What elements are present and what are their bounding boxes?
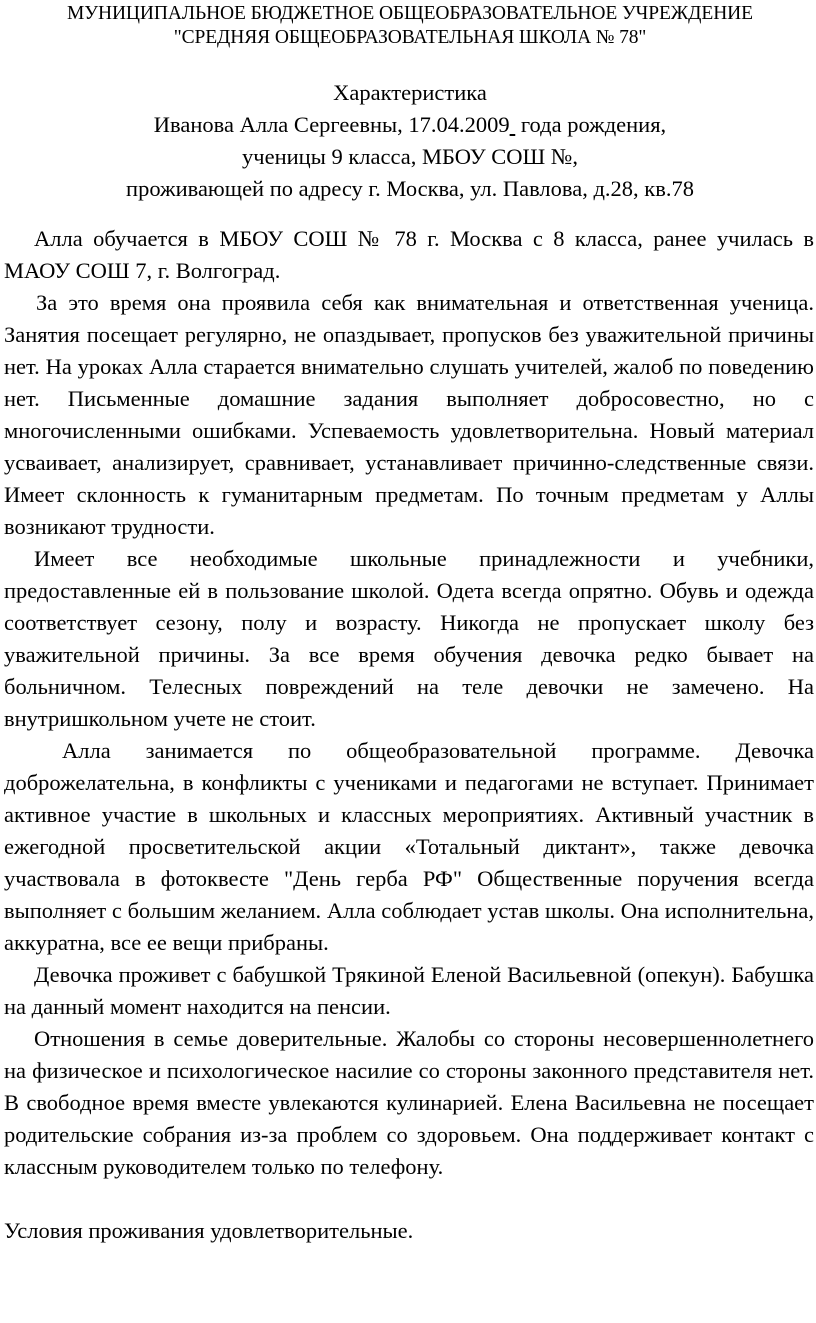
student-name-date: Иванова Алла Сергеевны, 17.04.2009 — [153, 112, 510, 137]
paragraph-2: За это время она проявила себя как внимательная и ответственная ученица. Занятия посещает регулярно, не опаздывает, пропусков без уважительной причины нет. На уроках Алла старается внимательно слушать учителей, жалоб по поведению нет. Письменные домашние задания выполняет добросовестно, но с многочисленными ошибками. Успеваемость удовлетворительна. Новый материал усваивает, анализирует, сравнивает, устанавливает причинно-следственные связи. Имеет склонность к гуманитарным предметам. По точным предметам у Аллы возникают трудности. — [4, 290, 814, 539]
title-block — [4, 77, 816, 205]
paragraph-5: Девочка проживет с бабушкой Трякиной Еленой Васильевной (опекун). Бабушка на данный момент находится на пенсии. — [4, 962, 814, 1019]
student-class-line: ученицы 9 класса, МБОУ СОШ №, — [242, 144, 578, 169]
student-address-line: проживающей по адресу г. Москва, ул. Павлова, д.28, кв.78 — [126, 176, 694, 201]
paragraph-6: Отношения в семье доверительные. Жалобы со стороны несовершеннолетнего на физическое и психологическое насилие со стороны законного представителя нет. В свободное время вместе увлекаются кулинарией. Елена Васильевна не посещает родительские собрания из-за проблем со здоровьем. Она поддерживает контакт с классным руководителем только по телефону. — [4, 1026, 814, 1179]
document-body — [4, 223, 816, 1247]
student-name-line — [4, 109, 816, 141]
blank-line — [4, 1183, 814, 1215]
paragraph-1: Алла обучается в МБОУ СОШ № 78 г. Москва с 8 класса, ранее училась в МАОУ СОШ 7, г. Волгоград. — [4, 226, 814, 283]
paragraph-7: Условия проживания удовлетворительные. — [4, 1218, 414, 1243]
paragraph-4: Алла занимается по общеобразовательной программе. Девочка доброжелательна, в конфликты с учениками и педагогами не вступает. Принимает активное участие в школьных и классных мероприятиях. Активный участник в ежегодной просветительской акции «Тотальный диктант», также девочка участвовала в фотоквесте "День герба РФ" Общественные поручения всегда выполняет с большим желанием. Алла соблюдает устав школы. Она исполнительна, аккуратна, все ее вещи прибраны. — [4, 738, 814, 955]
document-title: Характеристика — [333, 80, 487, 105]
paragraph-3: Имеет все необходимые школьные принадлежности и учебники, предоставленные ей в пользование школой. Одета всегда опрятно. Обувь и одежда соответствует сезону, полу и возрасту. Никогда не пропускает школу без уважительной причины. За все время обучения девочка редко бывает на больничном. Телесных повреждений на теле девочки не замечено. На внутришкольном учете не стоит. — [4, 546, 814, 731]
header-line-2: "СРЕДНЯЯ ОБЩЕОБРАЗОВАТЕЛЬНАЯ ШКОЛА № 78" — [173, 27, 647, 48]
birth-suffix: года рождения, — [515, 112, 667, 137]
header-line-1: МУНИЦИПАЛЬНОЕ БЮДЖЕТНОЕ ОБЩЕОБРАЗОВАТЕЛЬНОЕ УЧРЕЖДЕНИЕ — [67, 3, 753, 24]
school-header — [4, 0, 816, 50]
